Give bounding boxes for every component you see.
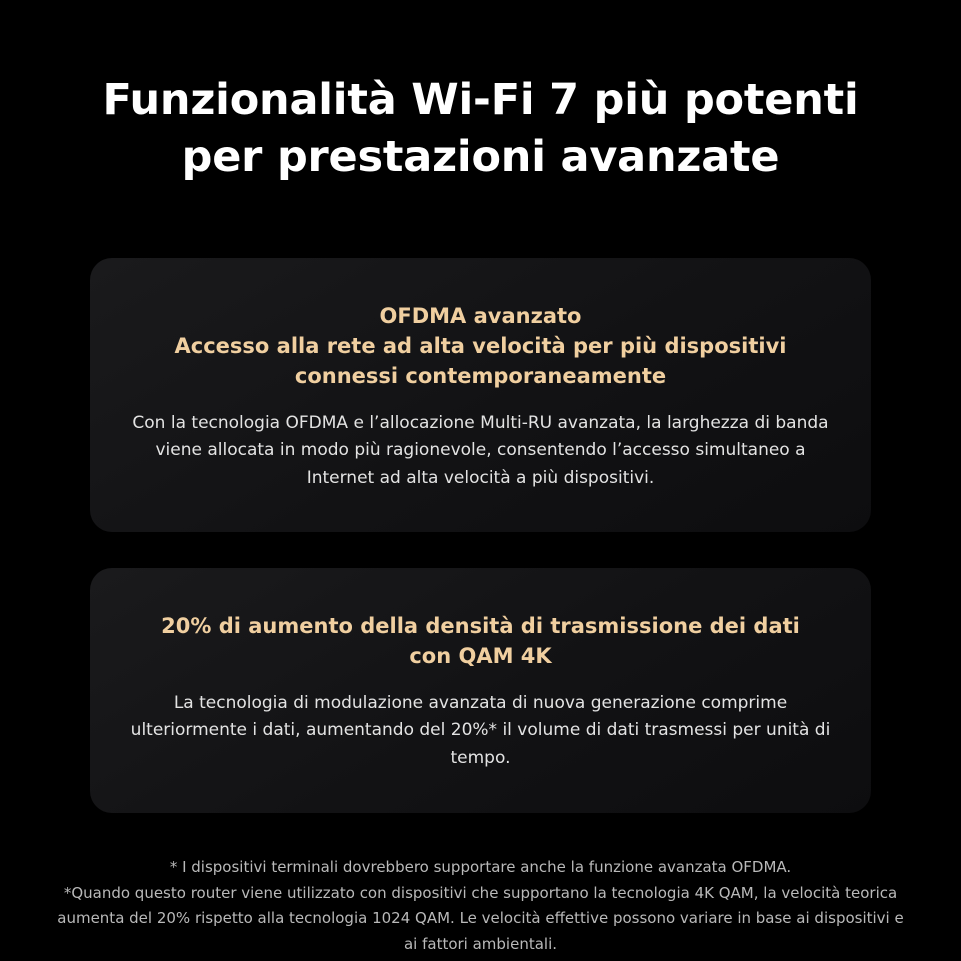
feature-card-qam4k-title bbox=[161, 612, 801, 672]
feature-card-list bbox=[90, 258, 871, 813]
footnote-2: *Quando questo router viene utilizzato con dispositivi che supportano la tecnologia 4K QAM, la velocità teorica aumenta del 20% rispetto alla tecnologia 1024 QAM. Le velocità effettive possono variare in base ai dispositivi e ai fattori ambientali. bbox=[57, 883, 904, 953]
feature-card-ofdma-title-primary: OFDMA avanzato bbox=[379, 304, 582, 329]
feature-card-qam4k-title-primary: 20% di aumento della densità di trasmissione dei dati con QAM 4K bbox=[161, 614, 800, 669]
feature-card-qam4k bbox=[90, 568, 871, 813]
feature-card-ofdma-body: Con la tecnologia OFDMA e l’allocazione Multi-RU avanzata, la larghezza di banda viene allocata in modo più ragionevole, consentendo l’accesso simultaneo a Internet ad alta velocità a più dispositivi. bbox=[132, 412, 829, 488]
feature-card-ofdma bbox=[90, 258, 871, 532]
footnotes bbox=[51, 855, 911, 957]
footnote-1: * I dispositivi terminali dovrebbero supportare anche la funzione avanzata OFDMA. bbox=[169, 858, 792, 877]
feature-card-ofdma-title-secondary: Accesso alla rete ad alta velocità per più dispositivi connessi contemporaneamente bbox=[174, 333, 787, 388]
feature-card-qam4k-body: La tecnologia di modulazione avanzata di nuova generazione comprime ulteriormente i dati, aumentando del 20%* il volume di dati trasmessi per unità di tempo. bbox=[130, 692, 831, 768]
page-title: Funzionalità Wi-Fi 7 più potenti per prestazioni avanzate bbox=[102, 75, 859, 183]
feature-card-ofdma-title bbox=[161, 302, 801, 391]
